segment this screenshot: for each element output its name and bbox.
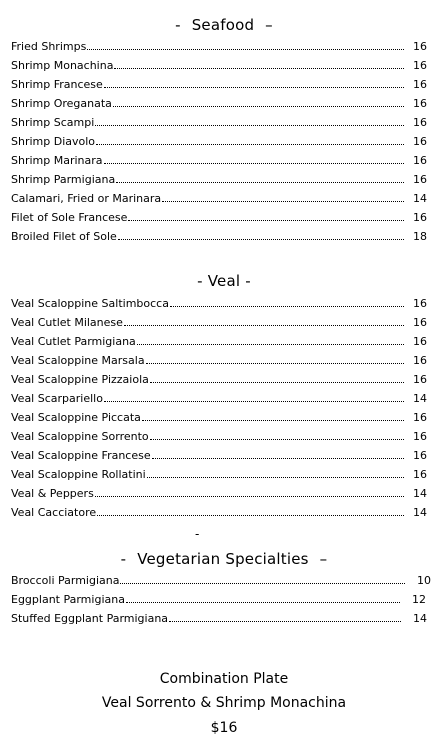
item-price: 16 (413, 297, 427, 310)
menu-item (11, 372, 427, 386)
item-name: Shrimp Francese (11, 78, 103, 91)
combination-description: Veal Sorrento & Shrimp Monachina (101, 695, 347, 711)
heading-dash-left: - (175, 16, 181, 34)
heading-dash-right: – (265, 16, 273, 34)
menu-item (11, 58, 427, 72)
item-price: 16 (413, 411, 427, 424)
seafood-heading (0, 16, 448, 34)
item-price: 16 (413, 59, 427, 72)
dot-leader (126, 602, 400, 603)
dot-leader (95, 125, 404, 126)
dot-leader (162, 201, 404, 202)
item-name: Veal & Peppers (11, 487, 94, 500)
seafood-title: Seafood (191, 16, 255, 34)
item-name: Veal Cacciatore (11, 506, 97, 519)
item-price: 16 (413, 116, 427, 129)
item-price: 14 (413, 506, 427, 519)
dot-leader (152, 458, 404, 459)
item-name: Shrimp Scampi (11, 116, 95, 129)
item-price: 14 (413, 612, 427, 625)
menu-item (11, 210, 427, 224)
item-price: 16 (413, 335, 427, 348)
menu-item (11, 296, 427, 310)
dot-leader (150, 439, 404, 440)
item-name: Veal Scarpariello (11, 392, 103, 405)
item-price: 16 (413, 40, 427, 53)
item-name: Shrimp Oreganata (11, 97, 112, 110)
menu-item (11, 315, 427, 329)
menu-item (11, 353, 427, 367)
combination-price: $16 (210, 720, 238, 736)
dot-leader (97, 515, 404, 516)
item-price: 16 (413, 430, 427, 443)
item-name: Veal Scaloppine Sorrento (11, 430, 149, 443)
dot-leader (104, 163, 404, 164)
item-price: 16 (413, 354, 427, 367)
dot-leader (150, 382, 404, 383)
menu-item (11, 410, 427, 424)
dot-leader (116, 182, 404, 183)
item-name: Veal Scaloppine Pizzaiola (11, 373, 149, 386)
vegetarian-heading (0, 550, 448, 568)
item-price: 16 (413, 154, 427, 167)
dot-leader (146, 363, 404, 364)
dot-leader (95, 496, 404, 497)
menu-item (11, 153, 427, 167)
dot-leader (170, 306, 404, 307)
item-price: 16 (413, 135, 427, 148)
menu-item (11, 592, 426, 606)
menu-item (11, 77, 427, 91)
item-price: 16 (413, 468, 427, 481)
dot-leader (118, 239, 404, 240)
item-price: 12 (412, 593, 426, 606)
menu-item (11, 467, 427, 481)
item-price: 16 (413, 97, 427, 110)
menu-item (11, 334, 427, 348)
item-name: Shrimp Parmigiana (11, 173, 116, 186)
item-price: 16 (413, 173, 427, 186)
item-name: Veal Scaloppine Marsala (11, 354, 145, 367)
dot-leader (96, 144, 404, 145)
dot-leader (113, 106, 404, 107)
item-name: Fried Shrimps (11, 40, 87, 53)
menu-item (11, 505, 427, 519)
item-name: Broccoli Parmigiana (11, 574, 120, 587)
dot-leader (120, 583, 405, 584)
dot-leader (137, 344, 404, 345)
item-name: Shrimp Marinara (11, 154, 103, 167)
item-price: 16 (413, 316, 427, 329)
heading-dash-left: - (120, 550, 127, 568)
menu-item (11, 448, 427, 462)
menu-item (11, 573, 431, 587)
menu-item (11, 172, 427, 186)
menu-item (11, 191, 427, 205)
item-price: 16 (413, 78, 427, 91)
veal-heading (0, 272, 448, 290)
item-price: 14 (413, 392, 427, 405)
item-name: Veal Scaloppine Rollatini (11, 468, 146, 481)
heading-dash-right: – (319, 550, 328, 568)
dot-leader (114, 68, 404, 69)
dot-leader (147, 477, 404, 478)
item-name: Shrimp Diavolo (11, 135, 96, 148)
item-price: 16 (413, 373, 427, 386)
menu-item (11, 134, 427, 148)
dot-leader (87, 49, 404, 50)
veal-title: - Veal - (197, 272, 251, 290)
dot-leader (124, 325, 404, 326)
dot-leader (104, 87, 404, 88)
item-name: Veal Cutlet Parmigiana (11, 335, 136, 348)
item-price: 16 (413, 449, 427, 462)
dot-leader (104, 401, 404, 402)
item-name: Calamari, Fried or Marinara (11, 192, 162, 205)
combination-title: Combination Plate (159, 671, 289, 687)
menu-item (11, 39, 427, 53)
item-name: Stuffed Eggplant Parmigiana (11, 612, 169, 625)
item-price: 14 (413, 192, 427, 205)
item-price: 16 (413, 211, 427, 224)
item-name: Veal Scaloppine Piccata (11, 411, 141, 424)
menu-item (11, 229, 427, 243)
item-price: 18 (413, 230, 427, 243)
dot-leader (128, 220, 404, 221)
menu-item (11, 429, 427, 443)
item-name: Eggplant Parmigiana (11, 593, 125, 606)
item-name: Shrimp Monachina (11, 59, 114, 72)
item-name: Filet of Sole Francese (11, 211, 128, 224)
menu-item (11, 391, 427, 405)
item-name: Veal Scaloppine Francese (11, 449, 151, 462)
item-price: 10 (417, 574, 431, 587)
menu-item (11, 486, 427, 500)
menu-item (11, 115, 427, 129)
menu-item (11, 611, 427, 625)
vegetarian-title: Vegetarian Specialties (137, 550, 309, 568)
dot-leader (142, 420, 404, 421)
item-name: Veal Scaloppine Saltimbocca (11, 297, 169, 310)
item-name: Veal Cutlet Milanese (11, 316, 123, 329)
item-name: Broiled Filet of Sole (11, 230, 117, 243)
section-separator: - (195, 527, 200, 541)
item-price: 14 (413, 487, 427, 500)
dot-leader (169, 621, 401, 622)
menu-item (11, 96, 427, 110)
